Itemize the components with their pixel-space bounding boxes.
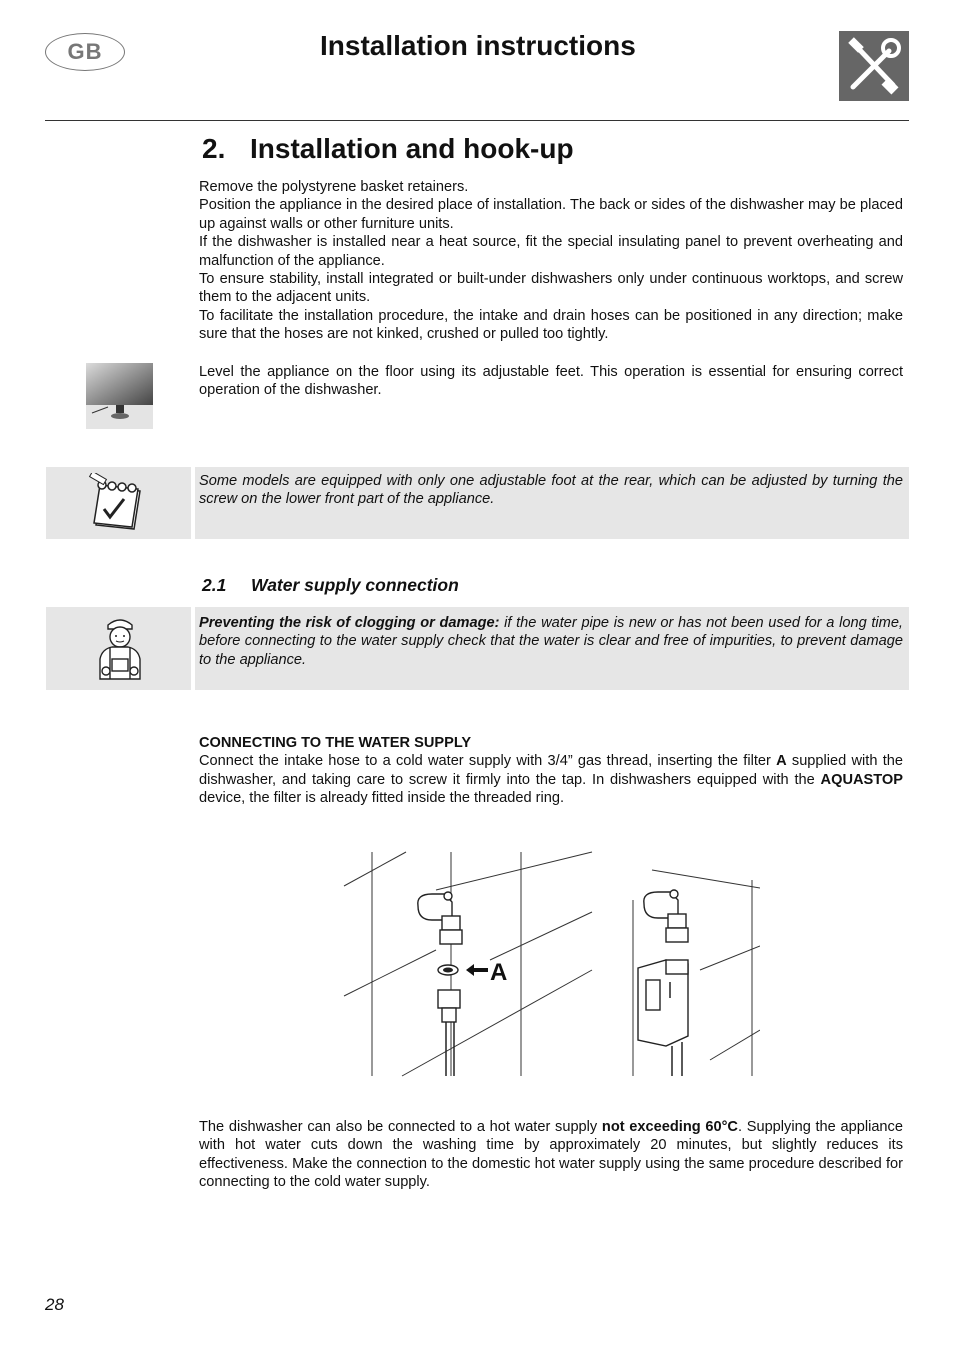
warning-bold: Preventing the risk of clogging or damage: [199,615,500,631]
section-heading [202,133,574,165]
subsection-title: Water supply connection [251,575,459,595]
paragraph: If the dishwasher is installed near a heat source, fit the special insulating panel to prevent overheating and malfunction of the appliance. [199,234,903,269]
paragraph: To ensure stability, install integrated or built-under dishwashers only under continuous worktops, and screw them to the adjacent units. [199,271,903,306]
subsection-heading [202,575,459,596]
paragraph: To facilitate the installation procedure, the intake and drain hoses can be positioned in any direction; make sure that the hoses are not kinked, crushed or pulled too tightly. [199,307,903,343]
section-title: Installation and hook-up [250,133,574,164]
intro-paragraphs [199,178,903,344]
level-text: Level the appliance on the floor using its adjustable feet. This operation is essential for ensuring correct operation of the dishwasher. [199,364,903,399]
notepad-icon [88,473,152,538]
warning-body: if the water pipe is new or has not been used for a long time, before connecting to the water supply check that the water is clear and free of impurities, to prevent damage to the appliance. [199,615,903,668]
paragraph: Position the appliance in the desired place of installation. The back or sides of the dishwasher may be placed up against walls or other furniture units. [199,197,903,232]
paragraph: Remove the polystyrene basket retainers. [199,179,469,195]
note-text: Some models are equipped with only one adjustable foot at the rear, which can be adjusted by turning the screw on the lower front part of the appliance. [199,473,903,508]
note-icon-cell [46,467,191,539]
section-number: 2. [202,133,226,164]
warning-text [199,614,903,669]
hot-water-limit: not exceeding 60°C [601,1119,738,1135]
adjustable-foot-icon [86,363,153,429]
warning-icon-cell [46,607,191,690]
water-connection-illustration [340,850,760,1078]
tools-icon [839,31,909,101]
language-badge: GB [45,33,125,71]
technician-icon [90,615,150,688]
connect-block [199,734,903,808]
page-header-title: Installation instructions [320,30,636,61]
connect-paragraph: Connect the intake hose to a cold water supply with 3/4” gas thread, inserting the filter A supplied with the dishwasher, and taking care to screw it firmly into the tap. In dishwashers equipped with the AQUASTOP device, the filter is already fitted inside the threaded ring. [199,753,903,807]
filter-label: A [490,959,508,986]
page-number: 28 [45,1295,64,1314]
header-divider [45,120,909,121]
connect-heading: CONNECTING TO THE WATER SUPPLY [199,735,472,751]
hot-water-paragraph: The dishwasher can also be connected to a hot water supply not exceeding 60°C. Supplying the appliance with hot water cuts down the washing time by approximately 20 minutes, but slightly reduces its effectiveness. Make the connection to the domestic hot water supply using the same procedure described for connecting to the cold water supply. [199,1119,903,1191]
subsection-number: 2.1 [202,575,227,595]
